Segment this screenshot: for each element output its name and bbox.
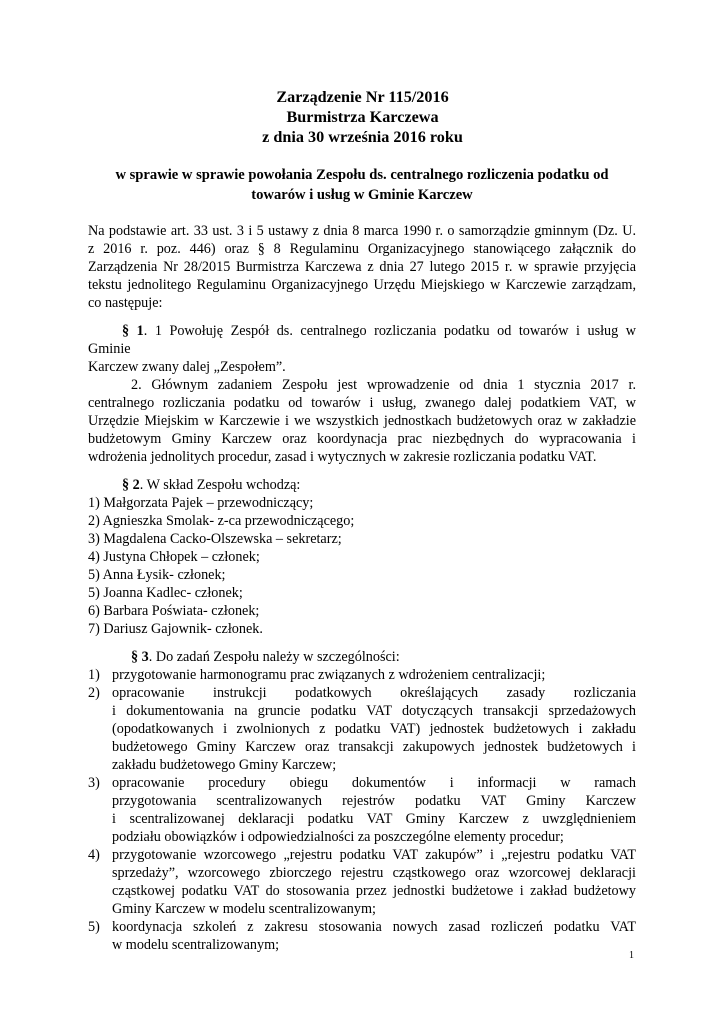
section-1-line: centralnego rozliczania podatku od towarów i usług, zwanego dalej podatkiem VAT, w bbox=[88, 395, 636, 411]
task-line: opracowanie procedury obiegu dokumentów i informacji w ramach bbox=[112, 775, 636, 791]
task-line: koordynacja szkoleń z zakresu stosowania nowych zasad rozliczeń podatku VAT bbox=[112, 919, 636, 935]
task-number: 1) bbox=[88, 667, 100, 683]
task-line: budżetowego Gminy Karczew oraz transakcji zakupowych jednostek budżetowych i bbox=[112, 739, 636, 755]
task-line: sprzedaży”, wzorcowego zbiorczego rejestru cząstkowego oraz wzorcowej deklaracji bbox=[112, 865, 636, 881]
task-line: (opodatkowanych i zwolnionych z podatku VAT) jednostek budżetowych i zakładu bbox=[112, 721, 636, 737]
task-line: przygotowanie wzorcowego „rejestru podatku VAT zakupów” i „rejestru podatku VAT bbox=[112, 847, 636, 863]
task-line: w modelu scentralizowanym; bbox=[112, 937, 280, 953]
section-3-intro: § 3. Do zadań Zespołu należy w szczególności: bbox=[131, 649, 400, 665]
task-number: 3) bbox=[88, 775, 100, 791]
section-3-mark: § 3 bbox=[131, 649, 149, 665]
member-list-item: 5) Joanna Kadlec- członek; bbox=[88, 585, 243, 601]
document-subject-line: w sprawie w sprawie powołania Zespołu ds. centralnego rozliczenia podatku od bbox=[115, 167, 609, 183]
section-1-line: wdrożenia jednolitych procedur, zasad i wytycznych w zakresie rozliczania podatku VAT. bbox=[88, 449, 597, 465]
task-line: cząstkowej podatku VAT do stosowania przez jednostki budżetowe i zakład budżetowy bbox=[112, 883, 636, 899]
member-list-item: 1) Małgorzata Pajek – przewodniczący; bbox=[88, 495, 314, 511]
member-list-item: 6) Barbara Poświata- członek; bbox=[88, 603, 260, 619]
section-1-line: Urzędzie Miejskim w Karczewie i we wszystkich jednostkach budżetowych oraz w zakładzie bbox=[88, 413, 636, 429]
member-list-item: 2) Agnieszka Smolak- z-ca przewodniczącego; bbox=[88, 513, 355, 529]
section-1-line: § 1. 1 Powołuję Zespół ds. centralnego rozliczania podatku od towarów i usług w bbox=[122, 323, 637, 339]
section-2-intro: § 2. W skład Zespołu wchodzą: bbox=[122, 477, 301, 493]
document-issuer: Burmistrza Karczewa bbox=[286, 108, 439, 126]
section-1-line: 2. Głównym zadaniem Zespołu jest wprowadzenie od dnia 1 stycznia 2017 r. bbox=[131, 377, 636, 393]
document-subject-line: towarów i usług w Gminie Karczew bbox=[251, 187, 473, 203]
page-number: 1 bbox=[629, 950, 634, 961]
document-date: z dnia 30 września 2016 roku bbox=[262, 128, 463, 146]
section-1-line: Gminie bbox=[88, 341, 131, 357]
task-line: podziału obowiązków i odpowiedzialności za poszczególne elementy procedur; bbox=[112, 829, 564, 845]
member-list-item: 4) Justyna Chłopek – członek; bbox=[88, 549, 260, 565]
task-line: i dokumentowania na gruncie podatku VAT dotyczących transakcji sprzedażowych bbox=[112, 703, 636, 719]
document-title: Zarządzenie Nr 115/2016 bbox=[276, 88, 449, 106]
member-list-item: 7) Dariusz Gajownik- członek. bbox=[88, 621, 263, 637]
task-line: Gminy Karczew w modelu scentralizowanym; bbox=[112, 901, 376, 917]
task-number: 2) bbox=[88, 685, 100, 701]
task-line: opracowanie instrukcji podatkowych określających zasady rozliczania bbox=[112, 685, 636, 701]
preamble-line: Na podstawie art. 33 ust. 3 i 5 ustawy z dnia 8 marca 1990 r. o samorządzie gminnym (Dz. U. bbox=[88, 223, 636, 239]
section-1-line: Karczew zwany dalej „Zespołem”. bbox=[88, 359, 286, 375]
preamble-line: co następuje: bbox=[88, 295, 163, 311]
task-line: przygotowanie harmonogramu prac związanych z wdrożeniem centralizacji; bbox=[112, 667, 546, 683]
task-number: 4) bbox=[88, 847, 100, 863]
task-line: i scentralizowanej deklaracji podatku VAT Gminy Karczew z uwzględnieniem bbox=[112, 811, 636, 827]
preamble-line: Zarządzenia Nr 28/2015 Burmistrza Karczewa z dnia 27 lutego 2015 r. w sprawie przyjęcia bbox=[88, 259, 636, 275]
preamble-line: tekstu jednolitego Regulaminu Organizacyjnego Urzędu Miejskiego w Karczewie zarządzam, bbox=[88, 277, 636, 293]
section-1-line: budżetowym Gminy Karczew oraz koordynacja prac niezbędnych do wypracowania i bbox=[88, 431, 636, 447]
section-1-mark: § 1 bbox=[122, 323, 144, 339]
task-line: zakładu budżetowego Gminy Karczew; bbox=[112, 757, 337, 773]
task-number: 5) bbox=[88, 919, 100, 935]
task-line: przygotowania scentralizowanych rejestrów podatku VAT Gminy Karczew bbox=[112, 793, 636, 809]
member-list-item: 5) Anna Łysik- członek; bbox=[88, 567, 226, 583]
section-2-mark: § 2 bbox=[122, 477, 140, 493]
member-list-item: 3) Magdalena Cacko-Olszewska – sekretarz; bbox=[88, 531, 342, 547]
preamble-line: z 2016 r. poz. 446) oraz § 8 Regulaminu Organizacyjnego stanowiącego załącznik do bbox=[88, 241, 636, 257]
